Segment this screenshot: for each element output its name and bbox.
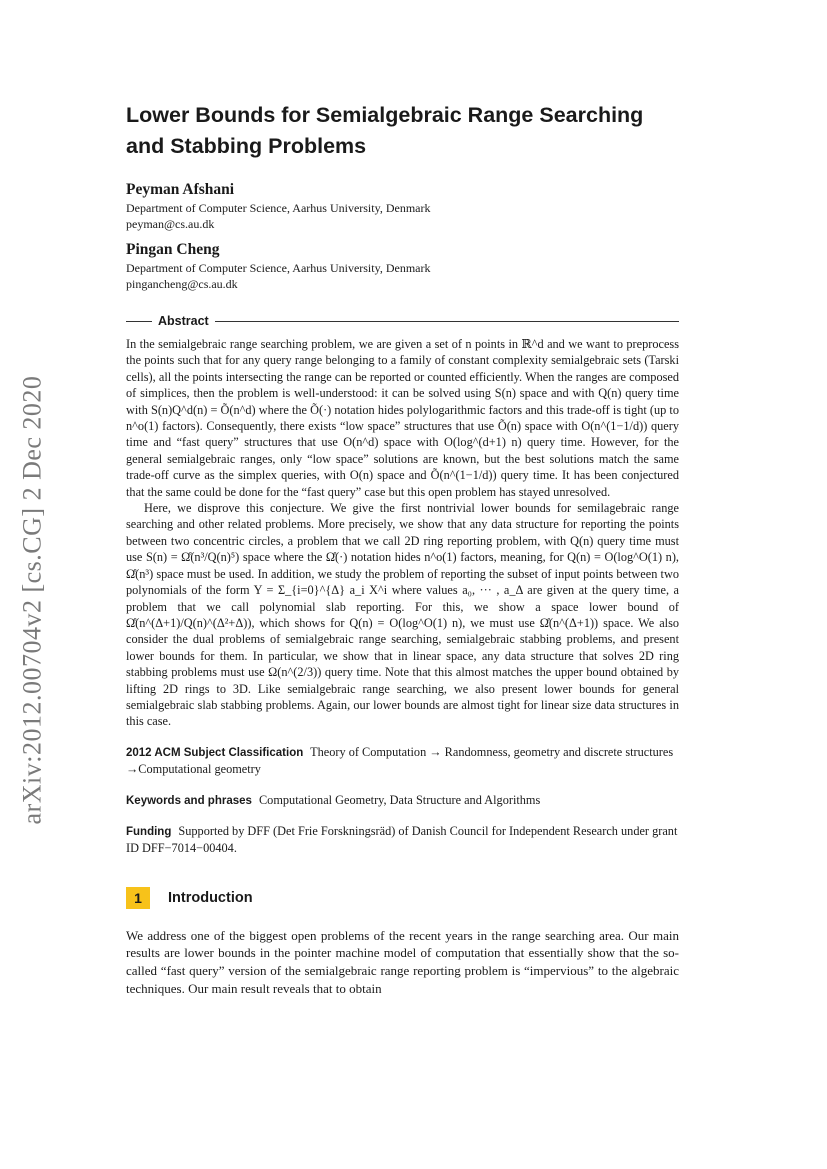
author-affiliation: Department of Computer Science, Aarhus University, Denmark [126,261,431,275]
introduction [126,927,679,997]
section-number-badge: 1 [126,887,150,909]
acm-classification [126,744,679,778]
rule [215,321,679,322]
author-2 [126,240,679,292]
keywords-label: Keywords and phrases [126,794,252,807]
author-name: Pingan Cheng [126,241,220,258]
keywords [126,792,679,809]
classification-text: Theory of Computation → Randomness, geometry and discrete structures →Computational geometry [126,744,674,777]
arxiv-id: arXiv:2012.00704v2 [cs.CG] 2 Dec 2020 [17,375,46,825]
author-1 [126,180,679,232]
paper-page [126,100,679,997]
author-name: Peyman Afshani [126,181,235,198]
abstract-label: Abstract [158,314,209,328]
section-title: Introduction [168,889,253,906]
abstract-paragraph-1: In the semialgebraic range searching problem, we are given a set of n points in ℝ^d and we want to preprocess the points such that for any query range belonging to a family of constant complexity semialgebraic sets (Tarski cells), all the points intersecting the range can be reported or counted efficiently. When the ranges are composed of simplices, then the problem is well-understood: it can be solved using S(n) space and with Q(n) query time with S(n)Q^d(n) = Õ(n^d) where the Õ(·) notation hides polylogarithmic factors and this trade-off is tight (up to n^o(1) factors). Consequently, there exists “low space” structures that use Õ(n) space with O(n^(1−1/d)) query time and “fast query” structures that use O(n^d) space with O(log^(d+1) n) query time. However, for the general semialgebraic ranges, only “low space” solutions are known, but the best solutions match the same trade-off curve as the simplex queries, with O(n) space and Õ(n^(1−1/d)) query time. It has been conjectured that the same could be done for the “fast query” case but this open problem has stayed unresolved. [126,337,679,499]
abstract-paragraph-2: Here, we disprove this conjecture. We give the first nontrivial lower bounds for semilagebraic range searching and other related problems. More precisely, we show that any data structure for reporting the points between two concentric circles, a problem that we call 2D ring reporting problem, with Q(n) query time must use S(n) = Ω̊(n³/Q(n)⁵) space where the Ω̊(·) notation hides n^o(1) factors, meaning, for Q(n) = O(log^O(1) n), Ω̊(n³) space must be used. In addition, we study the problem of reporting the subset of input points between two polynomials of the form Y = Σ_{i=0}^{Δ} a_i X^i where values a₀, ··· , a_Δ are given at the query time, a problem that we call polynomial slab reporting. For this, we show a space lower bound of Ω̊(n^(Δ+1)/Q(n)^(Δ²+Δ)), which shows for Q(n) = O(log^O(1) n), we must use Ω̊(n^(Δ+1)) space. We also consider the dual problems of semialgebraic range searching, semialgebraic stabbing problems, and present lower bounds for them. In particular, we show that in linear space, any data structure that solves 2D ring stabbing problems must use Ω(n^(2/3)) query time. Note that this almost matches the upper bound obtained by lifting 2D rings to 3D. Like semialgebraic range searching, we also present lower bounds for general semialgebraic slab stabbing problems. Again, our lower bounds are almost tight for linear size data structures in this case. [126,501,679,729]
classification-label: 2012 ACM Subject Classification [126,746,304,759]
paper-title: Lower Bounds for Semialgebraic Range Searching and Stabbing Problems [126,103,644,158]
keywords-text: Computational Geometry, Data Structure and Algorithms [258,792,541,807]
funding-text: Supported by DFF (Det Frie Forskningsräd) of Danish Council for Independent Research under grant ID DFF−7014−00404. [126,823,678,856]
author-affiliation: Department of Computer Science, Aarhus University, Denmark [126,201,431,215]
section-heading [126,887,679,909]
intro-paragraph: We address one of the biggest open problems of the recent years in the range searching area. Our main results are lower bounds in the pointer machine model of computation that essentially show that the so-called “fast query” version of the semialgebraic range reporting problem is “impervious” to the algebraic techniques. Our main result reveals that to obtain [126,927,679,996]
author-email[interactable]: peyman@cs.au.dk [126,217,215,231]
abstract-heading [126,314,679,328]
arxiv-stamp [14,360,50,840]
author-email[interactable]: pingancheng@cs.au.dk [126,277,238,291]
funding [126,823,679,857]
rule [126,321,152,322]
funding-label: Funding [126,825,172,838]
